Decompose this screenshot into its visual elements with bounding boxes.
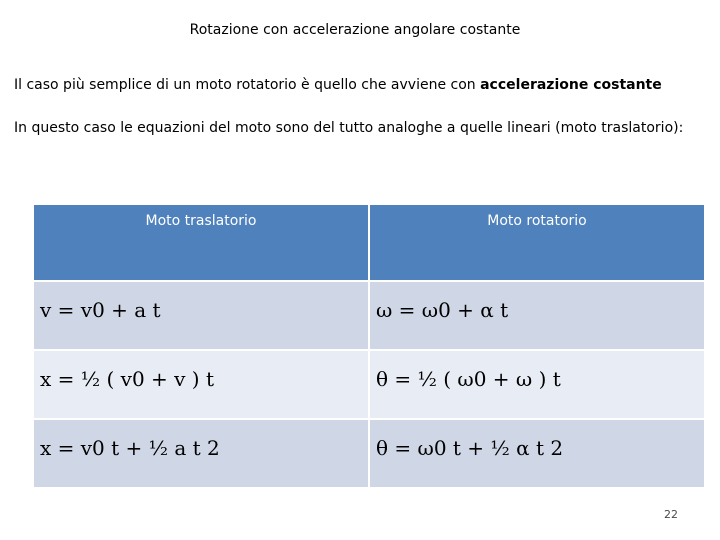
intro-text-plain: Il caso più semplice di un moto rotatorio è quello che avviene con xyxy=(14,77,481,93)
mean-velocity-linear-text: x = ½ ( v0 + v ) t xyxy=(40,366,215,391)
header-rotational: Moto rotatorio xyxy=(369,205,704,281)
header-translational: Moto traslatorio xyxy=(34,205,369,281)
table-row xyxy=(34,419,704,487)
position-angular-text: θ = ω0 t + ½ α t 2 xyxy=(376,435,564,460)
position-angular-equation xyxy=(369,419,704,487)
intro-text-bold: accelerazione costante xyxy=(480,77,662,93)
page-number: 22 xyxy=(664,508,678,521)
velocity-angular-equation xyxy=(369,281,704,350)
table-row xyxy=(34,281,704,350)
position-linear-equation xyxy=(34,419,369,487)
mean-velocity-angular-equation xyxy=(369,350,704,419)
velocity-linear-text: v = v0 + a t xyxy=(40,297,161,322)
velocity-angular-text: ω = ω0 + α t xyxy=(376,297,509,322)
equations-table xyxy=(34,205,704,487)
position-linear-text: x = v0 t + ½ a t 2 xyxy=(40,435,220,460)
description-text: In questo caso le equazioni del moto sono del tutto analoghe a quelle lineari (moto traslatorio): xyxy=(14,120,684,136)
mean-velocity-angular-text: θ = ½ ( ω0 + ω ) t xyxy=(376,366,561,391)
velocity-linear-equation xyxy=(34,281,369,350)
table-row xyxy=(34,350,704,419)
slide-title: Rotazione con accelerazione angolare costante xyxy=(189,22,521,38)
intro-text xyxy=(14,77,662,93)
mean-velocity-linear-equation xyxy=(34,350,369,419)
